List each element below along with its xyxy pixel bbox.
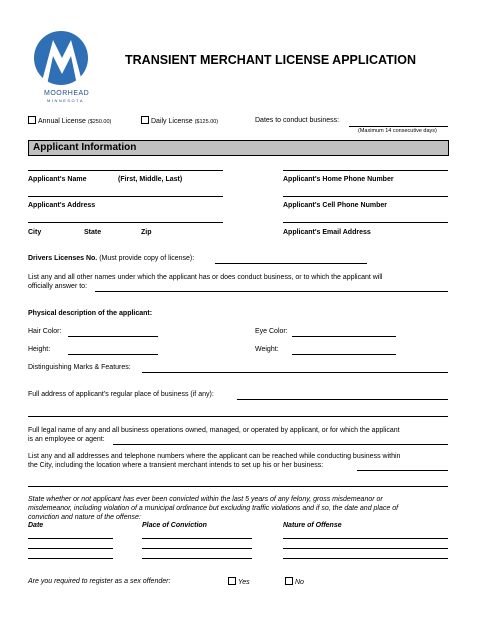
col-nature-label: Nature of Offense [283,522,342,529]
conviction-text-3: conviction and nature of the offense: [28,514,141,521]
weight-input-line[interactable] [292,354,396,355]
height-input-line[interactable] [68,354,158,355]
marks-input-line[interactable] [142,372,448,373]
conviction-nature-line-1[interactable] [283,538,448,539]
state-label: State [84,229,102,236]
annual-license-option[interactable]: Annual License ($250.00) [28,116,111,126]
legal-name-text: Full legal name of any and all business operations owned, managed, or operated by applicant, or for which the applicant [28,427,400,434]
other-names-input-line[interactable] [95,291,448,292]
no-checkbox[interactable] [285,577,293,585]
address-input-line[interactable] [28,196,223,197]
height-label: Height: [28,346,51,353]
daily-license-option[interactable]: Daily License ($125.00) [141,116,218,126]
page-title: TRANSIENT MERCHANT LICENSE APPLICATION [125,53,416,67]
business-address-input-line-2[interactable] [28,416,448,417]
section-title: Applicant Information [33,142,137,153]
hair-label: Hair Color: [28,328,62,335]
cell-phone-label: Applicant's Cell Phone Number [283,202,387,209]
city-label: City [28,229,42,236]
dates-input-line[interactable] [349,126,448,127]
yes-checkbox[interactable] [228,577,236,585]
col-place-label: Place of Conviction [142,522,207,529]
eye-label: Eye Color: [255,328,288,335]
sex-offender-no-option[interactable]: No [285,577,304,587]
legal-name-text-2: is an employee or agent: [28,436,105,443]
dates-note: (Maximum 14 consecutive days) [358,128,437,134]
annual-license-checkbox[interactable] [28,116,36,124]
addresses-text-2: the City, including the location where a transient merchant intends to set up his or her business: [28,462,324,469]
sex-offender-question: Are you required to register as a sex offender: [28,578,171,585]
section-header [28,140,449,156]
address-label: Applicant's Address [28,202,96,209]
conviction-nature-line-2[interactable] [283,548,448,549]
home-phone-input-line[interactable] [283,170,448,171]
conviction-place-line-1[interactable] [142,538,252,539]
sex-offender-yes-option[interactable]: Yes [228,577,250,587]
conviction-date-line-1[interactable] [28,538,113,539]
email-label: Applicant's Email Address [283,229,371,236]
addresses-input-line-2[interactable] [28,486,448,487]
dl-input-line[interactable] [215,263,367,264]
other-names-text-2: officially answer to: [28,283,88,290]
dl-row [28,254,194,263]
logo-wordmark: MOORHEAD [44,90,90,97]
eye-input-line[interactable] [292,336,396,337]
dl-label: Drivers Licenses No. [28,255,98,262]
dl-note: (Must provide copy of license): [99,255,195,262]
business-address-label: Full address of applicant's regular place of business (if any): [28,391,214,398]
name-hint: (First, Middle, Last) [118,176,183,183]
city-input-line[interactable] [28,222,223,223]
addresses-input-line[interactable] [357,470,448,471]
marks-label: Distinguishing Marks & Features: [28,364,131,371]
conviction-text-2: misdemeanor, including violation of a municipal ordinance but excluding traffic violations and if so, the date and place of [28,505,399,512]
conviction-place-line-2[interactable] [142,548,252,549]
email-input-line[interactable] [283,222,448,223]
physical-heading: Physical description of the applicant: [28,310,153,317]
conviction-nature-line-3[interactable] [283,558,448,559]
logo-subtitle: MINNESOTA [47,98,84,103]
col-date-label: Date [28,522,44,529]
business-address-input-line[interactable] [237,399,448,400]
home-phone-label: Applicant's Home Phone Number [283,176,394,183]
weight-label: Weight: [255,346,279,353]
conviction-date-line-3[interactable] [28,558,113,559]
legal-name-input-line[interactable] [113,444,448,445]
cell-phone-input-line[interactable] [283,196,448,197]
daily-license-checkbox[interactable] [141,116,149,124]
zip-label: Zip [141,229,152,236]
dates-label: Dates to conduct business: [255,117,340,124]
conviction-date-line-2[interactable] [28,548,113,549]
conviction-text-1: State whether or not applicant has ever been convicted within the last 5 years of any felony, gross misdemeanor or [28,496,383,503]
hair-input-line[interactable] [68,336,158,337]
addresses-text: List any and all addresses and telephone numbers where the applicant can be reached while conducting business within [28,453,401,460]
other-names-text: List any and all other names under which the applicant has or does conduct business, or to which the applicant will [28,274,383,281]
applicant-name-label: Applicant's Name [28,176,87,183]
conviction-place-line-3[interactable] [142,558,252,559]
name-input-line[interactable] [28,170,223,171]
